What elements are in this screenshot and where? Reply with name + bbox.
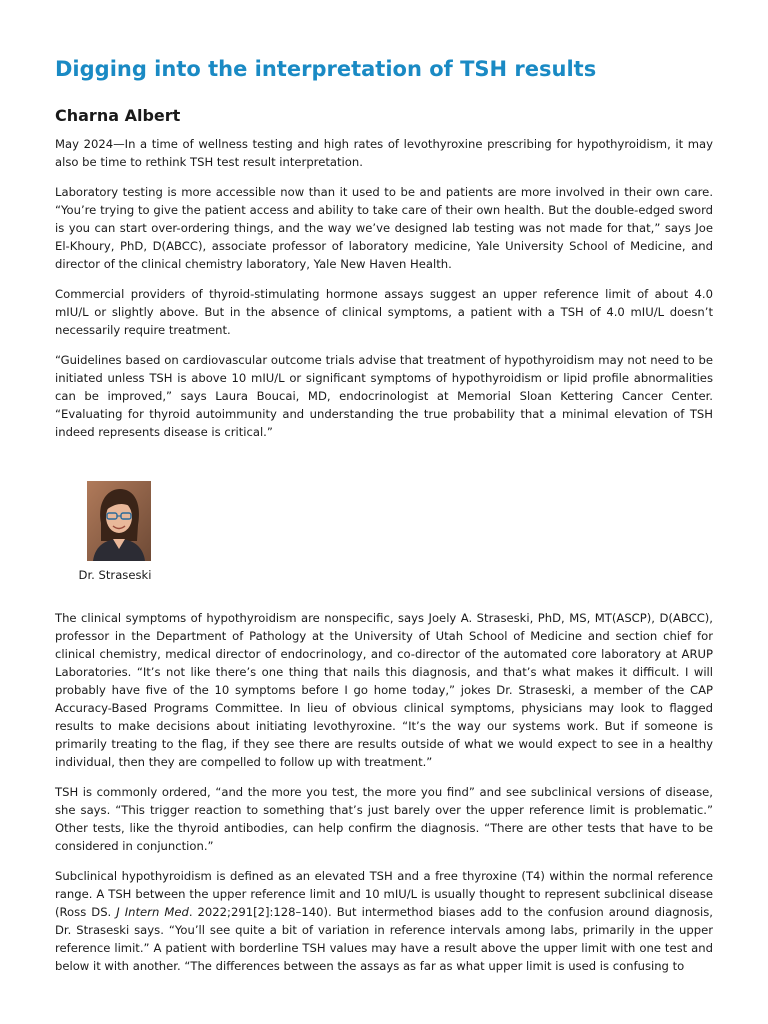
paragraph-3: Commercial providers of thyroid-stimulating hormone assays suggest an upper reference limit of about 4.0 mIU/L or slightly above. But in the absence of clinical symptoms, a patient with a TSH of 4.0 mIU/L doesn’t necessarily require treatment. bbox=[55, 287, 713, 337]
article-content bbox=[55, 54, 713, 975]
portrait-photo-icon bbox=[87, 481, 151, 561]
article-author: Charna Albert bbox=[55, 106, 181, 125]
paragraph-4: “Guidelines based on cardiovascular outcome trials advise that treatment of hypothyroidism may not need to be initiated unless TSH is above 10 mIU/L or significant symptoms of hypothyroidism or lipid profile abnormalities can be improved,” says Laura Boucai, MD, endocrinologist at Memorial Sloan Kettering Cancer Center. “Evaluating for thyroid autoimmunity and understanding the true probability that a minimal elevation of TSH indeed represents disease is critical.” bbox=[55, 353, 713, 439]
photo-caption: Dr. Straseski bbox=[78, 568, 152, 582]
author-figure bbox=[55, 481, 175, 583]
journal-citation: J Intern Med bbox=[116, 905, 189, 919]
paragraph-2: Laboratory testing is more accessible now than it used to be and patients are more involved in their own care. “You’re trying to give the patient access and ability to take care of their own health. But the double-edged sword is you can start over-ordering things, and the way we’ve designed lab testing was not made for that,” says Joe El-Khoury, PhD, D(ABCC), associate professor of laboratory medicine, Yale University School of Medicine, and director of the clinical chemistry laboratory, Yale New Haven Health. bbox=[55, 185, 713, 271]
paragraph-5: The clinical symptoms of hypothyroidism are nonspecific, says Joely A. Straseski, PhD, MS, MT(ASCP), D(ABCC), professor in the Department of Pathology at the University of Utah School of Medicine and section chief for clinical chemistry, medical director of endocrinology, and co-director of the automated core laboratory at ARUP Laboratories. “It’s not like there’s one thing that nails this diagnosis, and that’s what makes it difficult. I will probably have five of the 10 symptoms before I go home today,” jokes Dr. Straseski, a member of the CAP Accuracy-Based Programs Committee. In lieu of obvious clinical symptoms, physicians may look to flagged results to make decisions about initiating levothyroxine. “It’s the way our systems work. But if someone is primarily treating to the flag, if they see there are results outside of what we would expect to see in a healthy individual, then they are compelled to follow up with treatment.” bbox=[55, 611, 713, 769]
paragraph-6: TSH is commonly ordered, “and the more you test, the more you find” and see subclinical versions of disease, she says. “This trigger reaction to something that’s just barely over the upper reference limit is problematic.” Other tests, like the thyroid antibodies, can help confirm the diagnosis. “There are other tests that have to be considered in conjunction.” bbox=[55, 785, 713, 853]
paragraph-7-part1: Subclinical hypothyroidism is defined as an elevated TSH and a free thyroxine (T4) within the normal reference range. A TSH between the upper reference limit and 10 mIU/L is usually thought to represent subclinical disease (Ross DS. bbox=[55, 869, 713, 919]
portrait-photo bbox=[87, 481, 151, 561]
paragraph-7 bbox=[55, 867, 713, 975]
paragraph-7-part2: . 2022;291[2]:128–140). But intermethod biases add to the confusion around diagnosis, Dr. Straseski says. “You’ll see quite a bit of variation in reference intervals among labs, primarily in the upper reference limit.” A patient with borderline TSH values may have a result above the upper limit with one test and below it with another. “The differences between the assays as far as what upper limit is used is confusing to bbox=[55, 905, 713, 973]
paragraph-intro: May 2024—In a time of wellness testing and high rates of levothyroxine prescribing for hypothyroidism, it may also be time to rethink TSH test result interpretation. bbox=[55, 137, 713, 169]
article-title: Digging into the interpretation of TSH results bbox=[55, 57, 597, 81]
